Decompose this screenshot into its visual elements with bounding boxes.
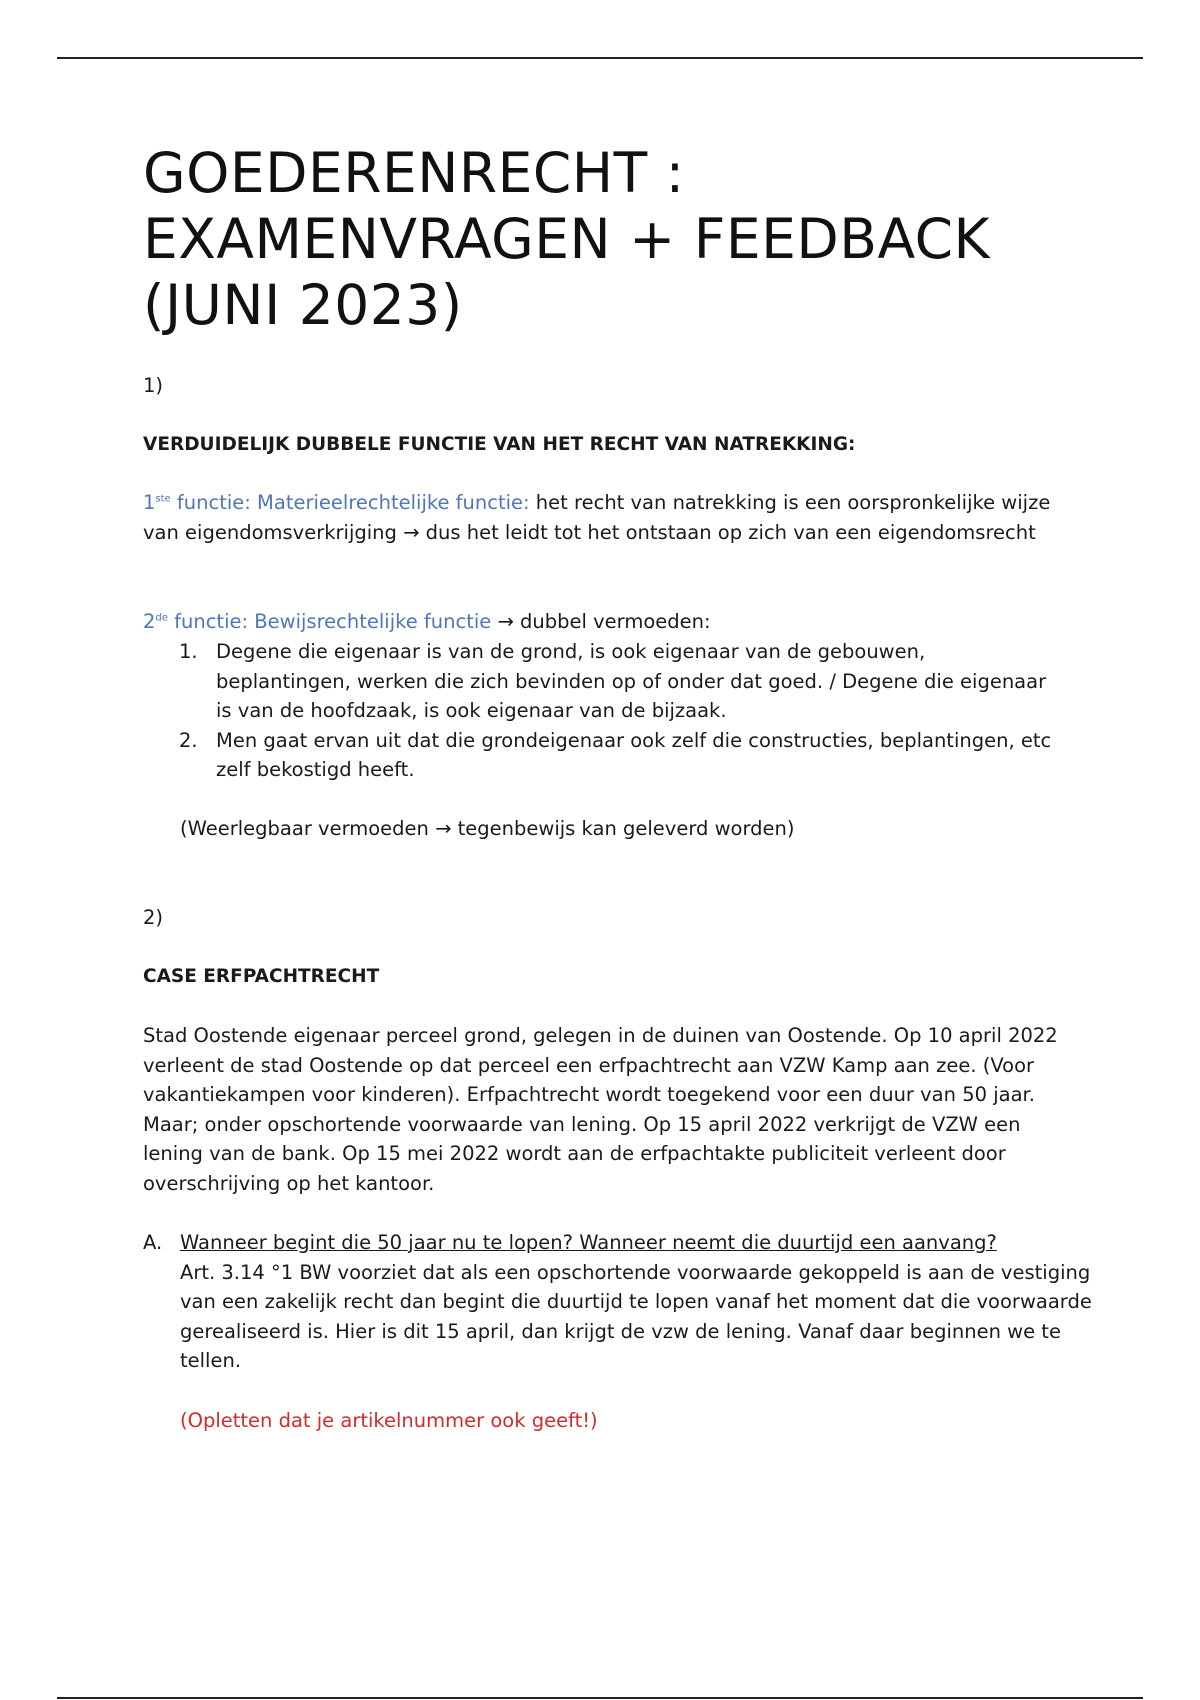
- case-text: Stad Oostende eigenaar perceel grond, gelegen in de duinen van Oostende. Op 10 april 2022 verleent de stad Oostende op dat perceel een erfpachtrecht aan VZW Kamp aan zee. (Voor vakantiekampen voor kinderen). Erfpachtrecht wordt toegekend voor een duur van 50 jaar. Maar; onder opschortende voorwaarde van lening. Op 15 april 2022 verkrijgt de VZW een lening van de bank. Op 15 mei 2022 wordt aan de erfpachtakte publiciteit verleent door overschrijving op het kantoor.: [143, 1024, 1058, 1195]
- rebuttable-presumption-note: (Weerlegbaar vermoeden → tegenbewijs kan geleverd worden): [180, 817, 795, 840]
- question-2-number: 2): [143, 906, 164, 929]
- sub-question-letter: A.: [143, 1231, 163, 1254]
- title-line-2: EXAMENVRAGEN + FEEDBACK: [143, 207, 991, 271]
- list-item-text: Men gaat ervan uit dat die grondeigenaar ook zelf die constructies, beplantingen, etc zelf bekostigd heeft.: [216, 728, 1052, 781]
- sub-question-a: [143, 1228, 1100, 1376]
- list-item-text: Degene die eigenaar is van de grond, is ook eigenaar van de gebouwen, beplantingen, werken die zich bevinden op of onder dat goed. / Degene die eigenaar is van de hoofdzaak, is ook eigenaar van de bijzaak.: [216, 640, 1047, 722]
- sub-question-answer: Art. 3.14 °1 BW voorziet dat als een opschortende voorwaarde gekoppeld is aan de vestiging van een zakelijk recht dan begint die duurtijd te lopen vanaf het moment dat die voorwaarde gerealiseerd is. Hier is dit 15 april, dan krijgt de vzw de lening. Vanaf daar beginnen we te tellen.: [180, 1260, 1092, 1372]
- question-1-heading: VERDUIDELIJK DUBBELE FUNCTIE VAN HET RECHT VAN NATREKKING:: [143, 434, 856, 455]
- presumption-list: [143, 637, 1063, 785]
- question-2-heading: CASE ERFPACHTRECHT: [143, 966, 380, 987]
- function-1-paragraph: [143, 488, 1063, 547]
- function-2-paragraph: [143, 607, 1063, 637]
- function-2-text: → dubbel vermoeden:: [491, 610, 711, 633]
- feedback-note: (Opletten dat je artikelnummer ook geeft!): [180, 1409, 598, 1432]
- question-1-number: 1): [143, 374, 164, 397]
- title-line-3: (JUNI 2023): [143, 273, 463, 337]
- list-item-number: 2.: [179, 728, 198, 752]
- list-item: [143, 637, 1063, 726]
- title-line-1: GOEDERENRECHT :: [143, 141, 685, 205]
- bottom-rule: [57, 1697, 1143, 1699]
- function-1-suffix: ste: [155, 493, 171, 505]
- function-1-label: functie: Materieelrechtelijke functie:: [170, 491, 530, 514]
- function-1-text: het recht van natrekking is een oorspronkelijke wijze van eigendomsverkrijging → dus het leidt tot het ontstaan op zich van een eigendomsrecht: [143, 491, 1051, 544]
- function-1-ordinal: 1: [143, 491, 156, 514]
- function-2-suffix: de: [155, 612, 168, 624]
- list-item-number: 1.: [179, 640, 198, 663]
- document-body: [143, 0, 1092, 1432]
- sub-question-text: Wanneer begint die 50 jaar nu te lopen? Wanneer neemt die duurtijd een aanvang?: [180, 1231, 997, 1254]
- list-item: [143, 726, 1063, 785]
- function-2-ordinal: 2: [143, 610, 156, 633]
- function-2-label: functie: Bewijsrechtelijke functie: [167, 610, 492, 633]
- document-title: [143, 140, 990, 338]
